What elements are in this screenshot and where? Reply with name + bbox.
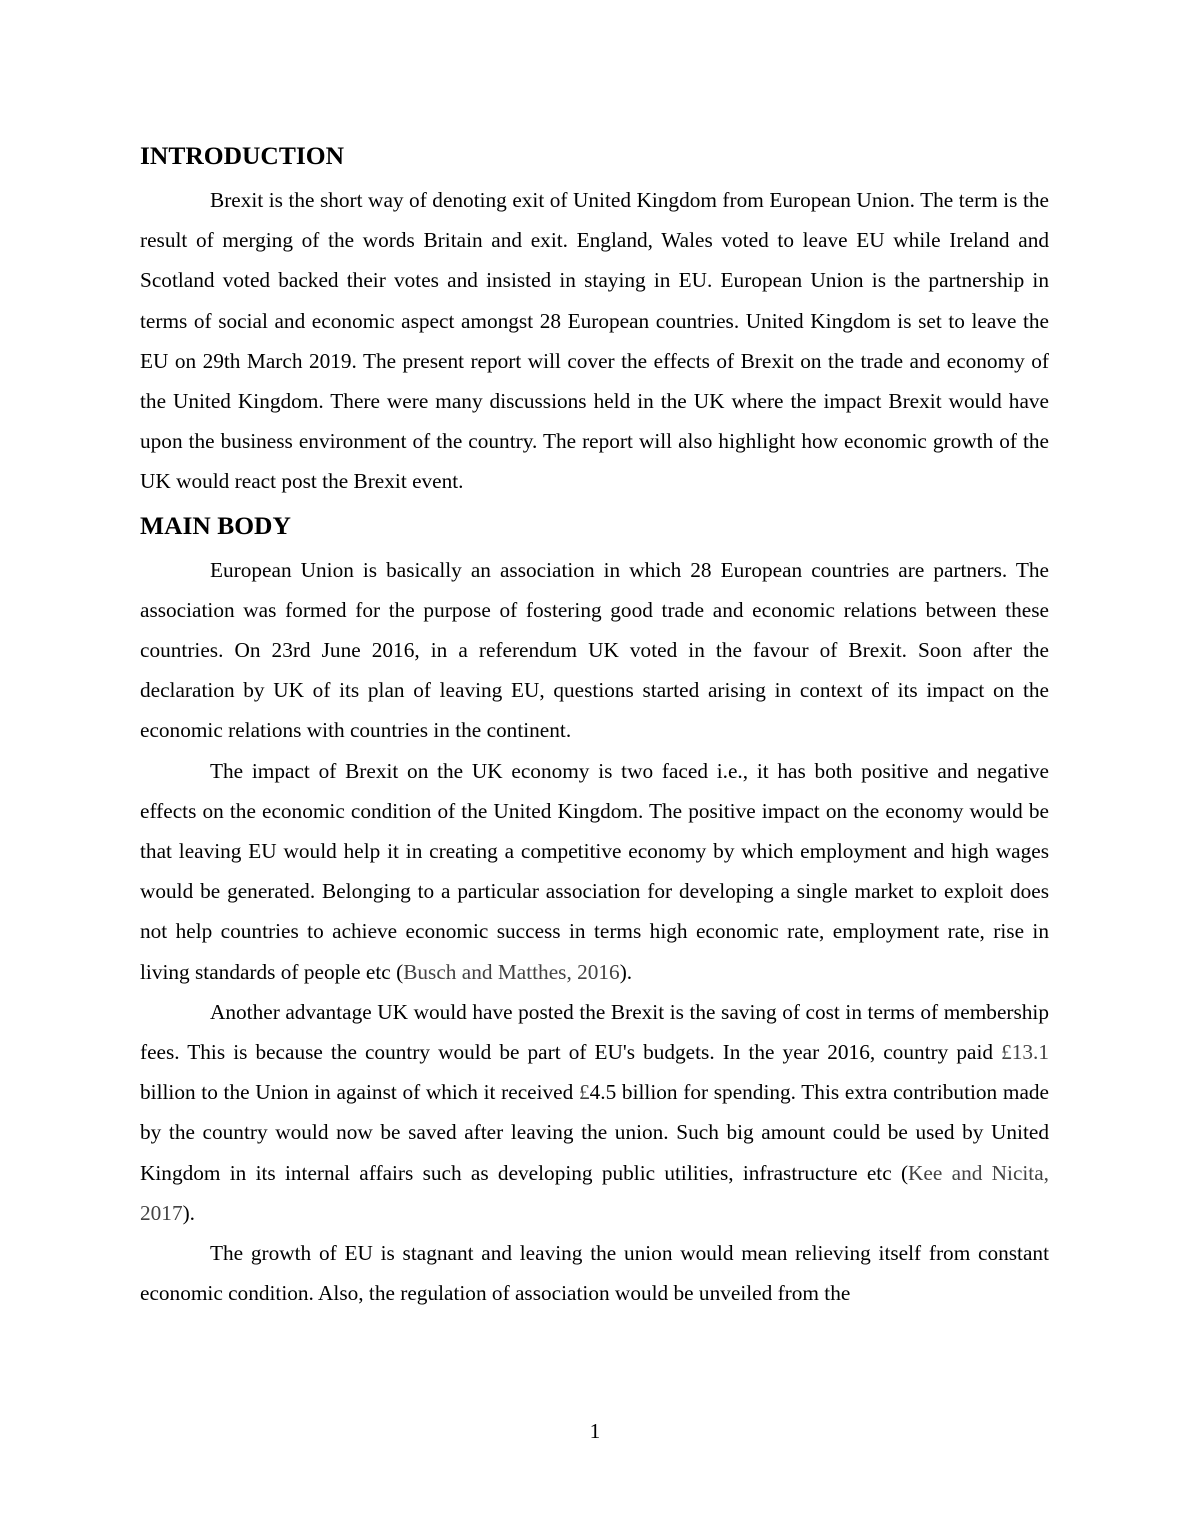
main-paragraph-2 (140, 751, 1049, 992)
paragraph-text: billion to the Union in against of which it received (140, 1080, 579, 1105)
pound-symbol: £ (578, 1080, 590, 1105)
paragraph-text-end: ). (182, 1200, 196, 1225)
main-paragraph-1: European Union is basically an association in which 28 European countries are partners. The association was formed for the purpose of fostering good trade and economic relations between these countries. On 23rd June 2016, in a referendum UK voted in the favour of Brexit. Soon after the declaration by UK of its plan of leaving EU, questions started arising in context of its impact on the economic relations with countries in the continent. (140, 557, 1049, 743)
paragraph-text: 4.5 billion for spending. This extra contribution made by the country would now be saved after leaving the union. Such big amount could be used by United Kingdom in its internal affairs such as developing public utilities, infrastructure etc ( (140, 1080, 1050, 1185)
amount-paid: £13.1 (1001, 1040, 1049, 1065)
paragraph-text-end: ). (619, 959, 633, 984)
main-paragraph-3 (140, 992, 1049, 1233)
citation-busch-matthes: Busch and Matthes, 2016 (403, 959, 620, 984)
paragraph-text: Another advantage UK would have posted the Brexit is the saving of cost in terms of membership fees. This is because the country would be part of EU's budgets. In the year 2016, country paid (140, 999, 1049, 1065)
introduction-paragraph: Brexit is the short way of denoting exit of United Kingdom from European Union. The term is the result of merging of the words Britain and exit. England, Wales voted to leave EU while Ireland and Scotland voted backed their votes and insisted in staying in EU. European Union is the partnership in terms of social and economic aspect amongst 28 European countries. United Kingdom is set to leave the EU on 29th March 2019. The present report will cover the effects of Brexit on the trade and economy of the United Kingdom. There were many discussions held in the UK where the impact Brexit would have upon the business environment of the country. The report will also highlight how economic growth of the UK would react post the Brexit event. (140, 188, 1049, 494)
main-body-heading: MAIN BODY (140, 510, 291, 540)
citation-kee-nicita: Kee and Nicita, 2017 (140, 1160, 1050, 1225)
page-number: 1 (589, 1419, 601, 1443)
introduction-heading: INTRODUCTION (140, 141, 345, 170)
paragraph-text: The impact of Brexit on the UK economy is two faced i.e., it has both positive and negative effects on the economic condition of the United Kingdom. The positive impact on the economy would be that leaving EU would help it in creating a competitive economy by which employment and high wages would be generated. Belonging to a particular association for developing a single market to exploit does not help countries to achieve economic success in terms high economic rate, employment rate, rise in living standards of people etc ( (140, 758, 1049, 984)
main-paragraph-4: The growth of EU is stagnant and leaving the union would mean relieving itself from constant economic condition. Also, the regulation of association would be unveiled from the (140, 1241, 1049, 1306)
document-page (140, 138, 1049, 1313)
